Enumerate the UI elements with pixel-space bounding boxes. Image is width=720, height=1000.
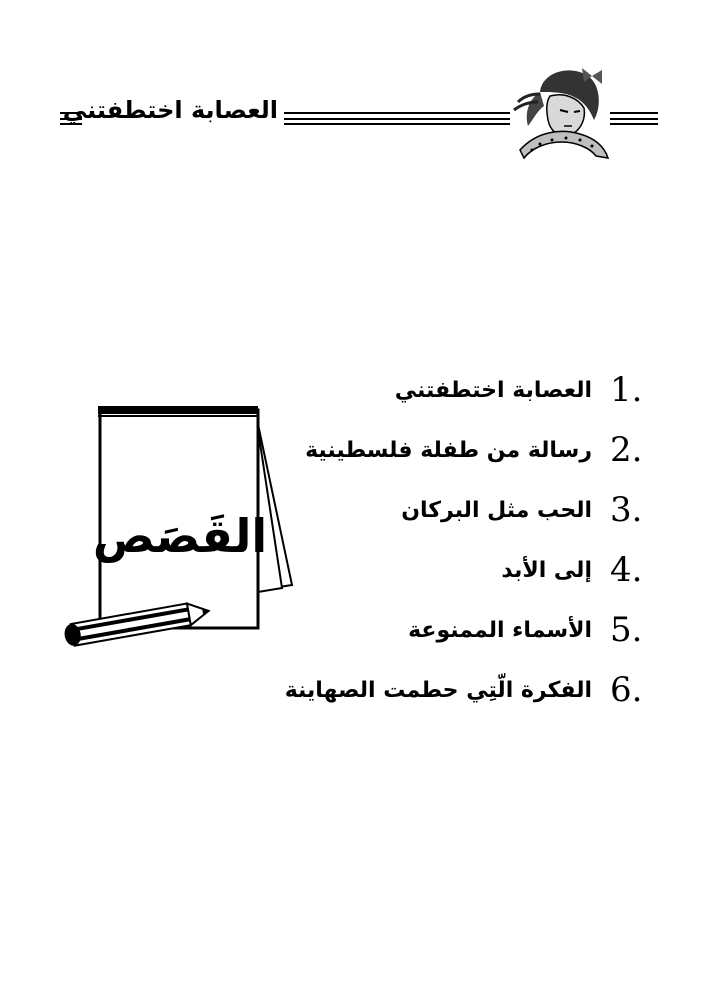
toc-item-title: الأسماء الممنوعة	[408, 617, 592, 643]
toc-item-number: 6.	[610, 670, 643, 710]
toc-item-number: 1.	[610, 370, 643, 410]
toc-item[interactable]	[250, 480, 670, 540]
header-rule-middle	[284, 112, 510, 125]
toc-item-title: رسالة من طفلة فلسطينية	[305, 437, 592, 463]
toc-item-title: العصابة اختطفتني	[394, 377, 592, 403]
toc-item[interactable]	[250, 420, 670, 480]
header-title: العصابة اختطفتني	[62, 96, 278, 124]
toc-item[interactable]	[250, 360, 670, 420]
toc-item-title: الفكرة الّتِي حطمت الصهاينة	[284, 677, 592, 703]
table-of-contents	[250, 360, 670, 720]
toc-item[interactable]	[250, 660, 670, 720]
toc-item-title: الحب مثل البركان	[401, 497, 592, 523]
toc-item-number: 3.	[610, 490, 643, 530]
toc-item-number: 5.	[610, 610, 643, 650]
notebook-pencil-icon	[60, 400, 300, 660]
toc-item[interactable]	[250, 540, 670, 600]
toc-item-title: إلى الأبد	[501, 557, 592, 583]
toc-item[interactable]	[250, 600, 670, 660]
toc-item-number: 4.	[610, 550, 643, 590]
toc-item-number: 2.	[610, 430, 643, 470]
girl-illustration-icon	[510, 62, 610, 162]
header-rule-right	[610, 112, 658, 125]
notebook-label: القَصَص	[92, 509, 268, 563]
